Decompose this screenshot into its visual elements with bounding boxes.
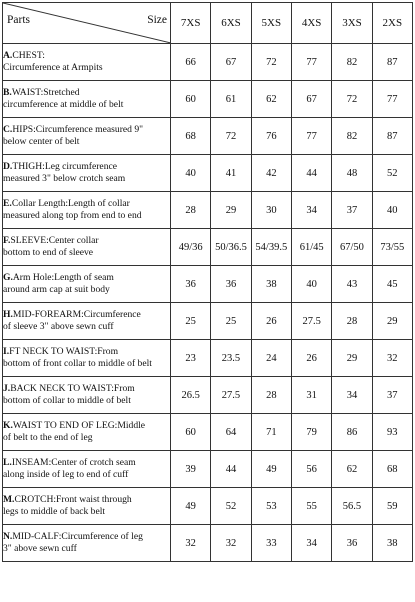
measurement-value: 25 bbox=[171, 303, 211, 340]
measurement-description-line: SLEEVE:Center collar bbox=[10, 235, 99, 246]
measurement-value: 24 bbox=[251, 340, 291, 377]
measurement-value: 26 bbox=[291, 340, 331, 377]
measurement-value: 30 bbox=[251, 192, 291, 229]
size-header-5xs: 5XS bbox=[251, 3, 291, 44]
measurement-description-line: FT NECK TO WAIST:From bbox=[9, 346, 119, 357]
measurement-description bbox=[3, 266, 171, 303]
size-header-3xs: 3XS bbox=[332, 3, 372, 44]
measurement-code: G. bbox=[3, 272, 13, 283]
size-header-6xs: 6XS bbox=[211, 3, 251, 44]
measurement-value: 87 bbox=[372, 118, 412, 155]
size-header-7xs: 7XS bbox=[171, 3, 211, 44]
measurement-description-line: legs to middle of back belt bbox=[3, 506, 106, 517]
measurement-value: 28 bbox=[332, 303, 372, 340]
measurement-description-line: bottom of front collar to middle of belt bbox=[3, 358, 152, 369]
measurement-value: 40 bbox=[372, 192, 412, 229]
measurement-description-line: Arm Hole:Length of seam bbox=[12, 272, 114, 283]
size-header-2xs: 2XS bbox=[372, 3, 412, 44]
measurement-value: 27.5 bbox=[211, 377, 251, 414]
measurement-value: 23.5 bbox=[211, 340, 251, 377]
measurement-value: 86 bbox=[332, 414, 372, 451]
measurement-value: 44 bbox=[291, 155, 331, 192]
measurement-value: 77 bbox=[291, 44, 331, 81]
measurement-code: B. bbox=[3, 87, 12, 98]
measurement-description bbox=[3, 192, 171, 229]
measurement-description-line: MID-CALF:Circumference of leg bbox=[12, 531, 143, 542]
measurement-value: 28 bbox=[251, 377, 291, 414]
measurement-row bbox=[3, 340, 413, 377]
measurement-description bbox=[3, 118, 171, 155]
measurement-value: 40 bbox=[171, 155, 211, 192]
measurement-description-line: Collar Length:Length of collar bbox=[11, 198, 130, 209]
measurement-row bbox=[3, 303, 413, 340]
measurement-description-line: WAIST:Stretched bbox=[11, 87, 80, 98]
measurement-value: 67 bbox=[211, 44, 251, 81]
measurement-value: 29 bbox=[372, 303, 412, 340]
measurement-value: 37 bbox=[332, 192, 372, 229]
measurement-description bbox=[3, 451, 171, 488]
measurement-value: 53 bbox=[251, 488, 291, 525]
measurement-value: 26.5 bbox=[171, 377, 211, 414]
measurement-description-line: bottom of collar to middle of belt bbox=[3, 395, 131, 406]
measurement-value: 52 bbox=[211, 488, 251, 525]
size-header-label: Size bbox=[147, 14, 167, 26]
measurement-row bbox=[3, 229, 413, 266]
measurement-value: 59 bbox=[372, 488, 412, 525]
measurement-description bbox=[3, 525, 171, 562]
measurement-description-line: measured 3" below crotch seam bbox=[3, 173, 126, 184]
measurement-code: E. bbox=[3, 198, 12, 209]
size-chart-table bbox=[2, 2, 413, 562]
header-row bbox=[3, 3, 413, 44]
measurement-code: F. bbox=[3, 235, 11, 246]
measurement-row bbox=[3, 44, 413, 81]
measurement-description bbox=[3, 414, 171, 451]
measurement-description bbox=[3, 488, 171, 525]
measurement-value: 32 bbox=[211, 525, 251, 562]
measurement-description-line: circumference at middle of belt bbox=[3, 99, 124, 110]
measurement-value: 50/36.5 bbox=[211, 229, 251, 266]
measurement-description-line: bottom to end of sleeve bbox=[3, 247, 94, 258]
corner-header-cell bbox=[3, 3, 171, 44]
measurement-code: N. bbox=[3, 531, 13, 542]
measurement-value: 68 bbox=[372, 451, 412, 488]
measurement-value: 42 bbox=[251, 155, 291, 192]
measurement-row bbox=[3, 192, 413, 229]
measurement-value: 67 bbox=[291, 81, 331, 118]
measurement-value: 49/36 bbox=[171, 229, 211, 266]
measurement-value: 29 bbox=[211, 192, 251, 229]
measurement-value: 31 bbox=[291, 377, 331, 414]
size-header-4xs: 4XS bbox=[291, 3, 331, 44]
measurement-value: 34 bbox=[291, 192, 331, 229]
measurement-value: 61 bbox=[211, 81, 251, 118]
measurement-row bbox=[3, 414, 413, 451]
measurement-description-line: around arm cap at suit body bbox=[3, 284, 110, 295]
size-chart bbox=[2, 2, 412, 599]
measurement-value: 64 bbox=[211, 414, 251, 451]
measurement-description bbox=[3, 303, 171, 340]
measurement-value: 33 bbox=[251, 525, 291, 562]
measurement-value: 49 bbox=[251, 451, 291, 488]
measurement-value: 76 bbox=[251, 118, 291, 155]
measurement-value: 55 bbox=[291, 488, 331, 525]
measurement-description bbox=[3, 81, 171, 118]
measurement-code: L. bbox=[3, 457, 12, 468]
measurement-value: 36 bbox=[171, 266, 211, 303]
measurement-description bbox=[3, 155, 171, 192]
measurement-value: 26 bbox=[251, 303, 291, 340]
measurement-value: 32 bbox=[171, 525, 211, 562]
measurement-description-line: WAIST TO END OF LEG:Middle bbox=[12, 420, 146, 431]
measurement-code: M. bbox=[3, 494, 15, 505]
measurement-value: 77 bbox=[372, 81, 412, 118]
measurement-description-line: HIPS:Circumference measured 9" bbox=[12, 124, 144, 135]
measurement-row bbox=[3, 155, 413, 192]
measurement-value: 36 bbox=[332, 525, 372, 562]
measurement-row bbox=[3, 118, 413, 155]
measurement-value: 40 bbox=[291, 266, 331, 303]
measurement-value: 27.5 bbox=[291, 303, 331, 340]
measurement-value: 61/45 bbox=[291, 229, 331, 266]
measurement-row bbox=[3, 488, 413, 525]
measurement-description bbox=[3, 377, 171, 414]
measurement-code: D. bbox=[3, 161, 13, 172]
measurement-description-line: of sleeve 3" above sewn cuff bbox=[3, 321, 114, 332]
measurement-value: 38 bbox=[372, 525, 412, 562]
measurement-value: 60 bbox=[171, 81, 211, 118]
measurement-description bbox=[3, 44, 171, 81]
measurement-value: 67/50 bbox=[332, 229, 372, 266]
measurement-value: 62 bbox=[332, 451, 372, 488]
measurement-code: I. bbox=[3, 346, 10, 357]
measurement-row bbox=[3, 377, 413, 414]
measurement-value: 56 bbox=[291, 451, 331, 488]
measurement-row bbox=[3, 451, 413, 488]
measurement-value: 45 bbox=[372, 266, 412, 303]
measurement-value: 36 bbox=[211, 266, 251, 303]
measurement-value: 56.5 bbox=[332, 488, 372, 525]
measurement-value: 62 bbox=[251, 81, 291, 118]
measurement-value: 34 bbox=[291, 525, 331, 562]
measurement-value: 41 bbox=[211, 155, 251, 192]
measurement-value: 66 bbox=[171, 44, 211, 81]
measurement-value: 44 bbox=[211, 451, 251, 488]
measurement-value: 60 bbox=[171, 414, 211, 451]
measurement-description-line: THIGH:Leg circumference bbox=[12, 161, 118, 172]
measurement-value: 23 bbox=[171, 340, 211, 377]
measurement-value: 49 bbox=[171, 488, 211, 525]
measurement-value: 87 bbox=[372, 44, 412, 81]
measurement-value: 93 bbox=[372, 414, 412, 451]
measurement-value: 77 bbox=[291, 118, 331, 155]
parts-header-label: Parts bbox=[7, 14, 30, 26]
measurement-value: 28 bbox=[171, 192, 211, 229]
measurement-description-line: of belt to the end of leg bbox=[3, 432, 93, 443]
measurement-description-line: BACK NECK TO WAIST:From bbox=[10, 383, 135, 394]
measurement-value: 71 bbox=[251, 414, 291, 451]
measurement-description bbox=[3, 229, 171, 266]
measurement-description-line: CROTCH:Front waist through bbox=[14, 494, 132, 505]
measurement-code: J. bbox=[3, 383, 11, 394]
measurement-value: 32 bbox=[372, 340, 412, 377]
measurement-value: 38 bbox=[251, 266, 291, 303]
measurement-code: H. bbox=[3, 309, 13, 320]
measurement-value: 39 bbox=[171, 451, 211, 488]
measurement-description-line: 3" above sewn cuff bbox=[3, 543, 77, 554]
measurement-description-line: Circumference at Armpits bbox=[3, 62, 103, 73]
measurement-value: 73/55 bbox=[372, 229, 412, 266]
measurement-description-line: below center of belt bbox=[3, 136, 80, 147]
measurement-description-line: CHEST: bbox=[12, 50, 45, 61]
measurement-value: 79 bbox=[291, 414, 331, 451]
measurement-value: 48 bbox=[332, 155, 372, 192]
measurement-description-line: MID-FOREARM:Circumference bbox=[12, 309, 141, 320]
measurement-value: 82 bbox=[332, 44, 372, 81]
measurement-row bbox=[3, 81, 413, 118]
measurement-value: 72 bbox=[211, 118, 251, 155]
measurement-value: 34 bbox=[332, 377, 372, 414]
measurement-code: C. bbox=[3, 124, 13, 135]
measurement-code: A. bbox=[3, 50, 13, 61]
measurement-value: 29 bbox=[332, 340, 372, 377]
measurement-code: K. bbox=[3, 420, 13, 431]
measurement-row bbox=[3, 525, 413, 562]
measurement-value: 37 bbox=[372, 377, 412, 414]
measurement-row bbox=[3, 266, 413, 303]
measurement-value: 25 bbox=[211, 303, 251, 340]
measurement-value: 68 bbox=[171, 118, 211, 155]
measurement-value: 43 bbox=[332, 266, 372, 303]
measurement-description-line: measured along top from end to end bbox=[3, 210, 142, 221]
measurement-value: 72 bbox=[332, 81, 372, 118]
measurement-description-line: INSEAM:Center of crotch seam bbox=[11, 457, 136, 468]
measurement-value: 54/39.5 bbox=[251, 229, 291, 266]
measurement-value: 72 bbox=[251, 44, 291, 81]
measurement-description bbox=[3, 340, 171, 377]
measurement-value: 52 bbox=[372, 155, 412, 192]
measurement-description-line: along inside of leg to end of cuff bbox=[3, 469, 129, 480]
measurement-value: 82 bbox=[332, 118, 372, 155]
